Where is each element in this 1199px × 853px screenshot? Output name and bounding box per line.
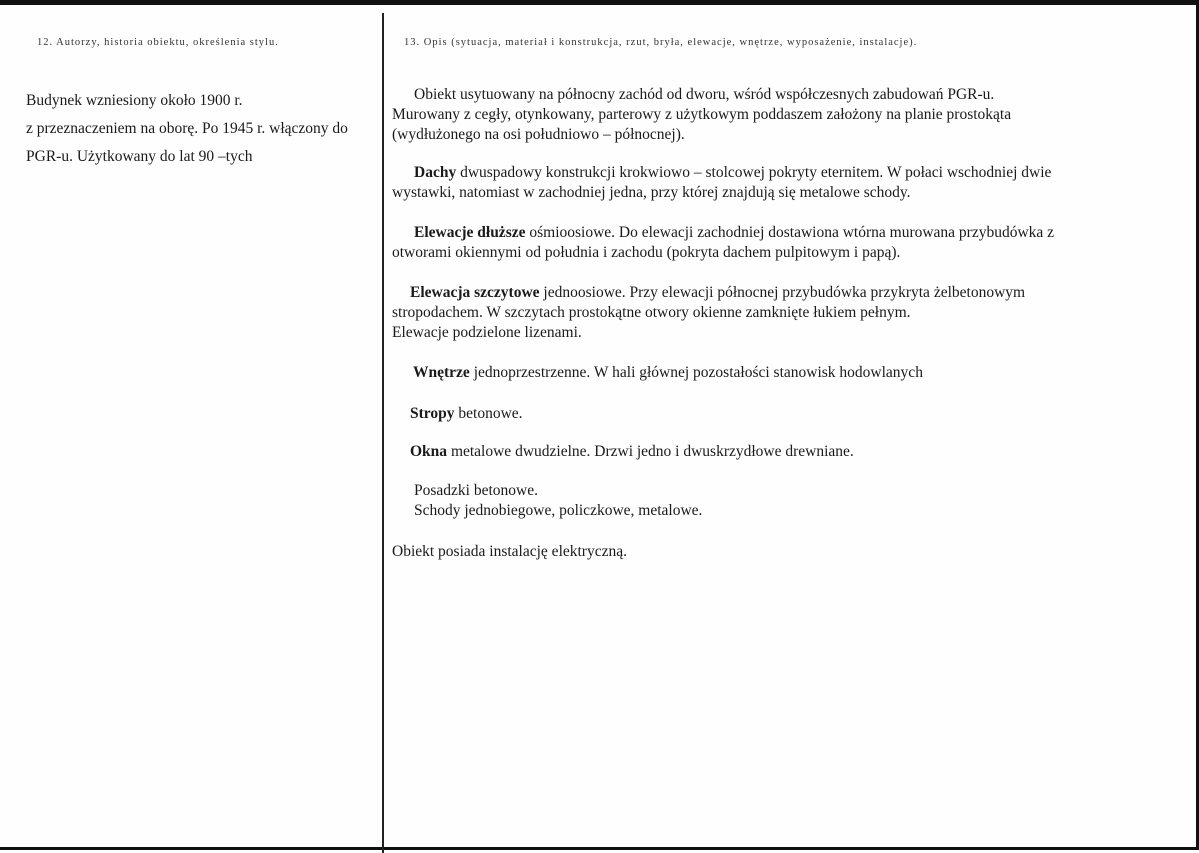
ceilings-heading: Stropy <box>410 405 455 422</box>
history-line: Budynek wzniesiony około 1900 r. <box>26 92 243 109</box>
floors-stairs-paragraph: Posadzki betonowe. Schody jednobiegowe, policzkowe, metalowe. <box>414 482 703 519</box>
roofs-paragraph: Dachy dwuspadowy konstrukcji krokwiowo – stolcowej pokryty eternitem. W połaci wschodniej dwie wystawki, natomiast w zachodniej jedna, przy której znajdują się metalowe schody. <box>392 164 1052 201</box>
section-12-header: 12. Autorzy, historia obiektu, określenia stylu. <box>37 37 279 48</box>
gable-elevations-paragraph: Elewacja szczytowe jednoosiowe. Przy elewacji północnej przybudówka przykryta żelbetonowym stropodachem. W szczytach prostokątne otwory okienne zamknięte łukiem pełnym. Elewacje podzielone lizenami. <box>392 284 1026 341</box>
section-13-header: 13. Opis (sytuacja, materiał i konstrukcja, rzut, bryła, elewacje, wnętrze, wyposażenie, instalacje). <box>404 37 918 48</box>
roofs-heading: Dachy <box>414 164 457 181</box>
intro-paragraph: Obiekt usytuowany na północny zachód od dworu, wśród współczesnych zabudowań PGR-u. Murowany z cegły, otynkowany, parterowy z użytkowym poddaszem założony na planie prostokąta (wydłużonego na osi południowo – północnej). <box>392 86 1012 143</box>
long-elevations-paragraph: Elewacje dłuższe ośmioosiowe. Do elewacji zachodniej dostawiona wtórna murowana przybudówka z otworami okiennymi od południa i zachodu (pokryta dachem pulpitowym i papą). <box>392 224 1055 261</box>
history-text <box>26 87 381 171</box>
long-elevations-heading: Elewacje dłuższe <box>414 224 526 241</box>
ceilings-paragraph: Stropy betonowe. <box>410 405 523 422</box>
column-divider <box>382 13 384 853</box>
installation-paragraph: Obiekt posiada instalację elektryczną. <box>392 543 627 560</box>
windows-paragraph: Okna metalowe dwudzielne. Drzwi jedno i dwuskrzydłowe drewniane. <box>410 443 854 460</box>
gable-elevations-heading: Elewacja szczytowe <box>410 284 540 301</box>
history-line: z przeznaczeniem na oborę. Po 1945 r. włączony do <box>26 120 348 137</box>
history-line: PGR-u. Użytkowany do lat 90 –tych <box>26 148 253 165</box>
interior-heading: Wnętrze <box>413 364 470 381</box>
windows-heading: Okna <box>410 443 448 460</box>
interior-paragraph: Wnętrze jednoprzestrzenne. W hali głównej pozostałości stanowisk hodowlanych <box>413 364 923 381</box>
